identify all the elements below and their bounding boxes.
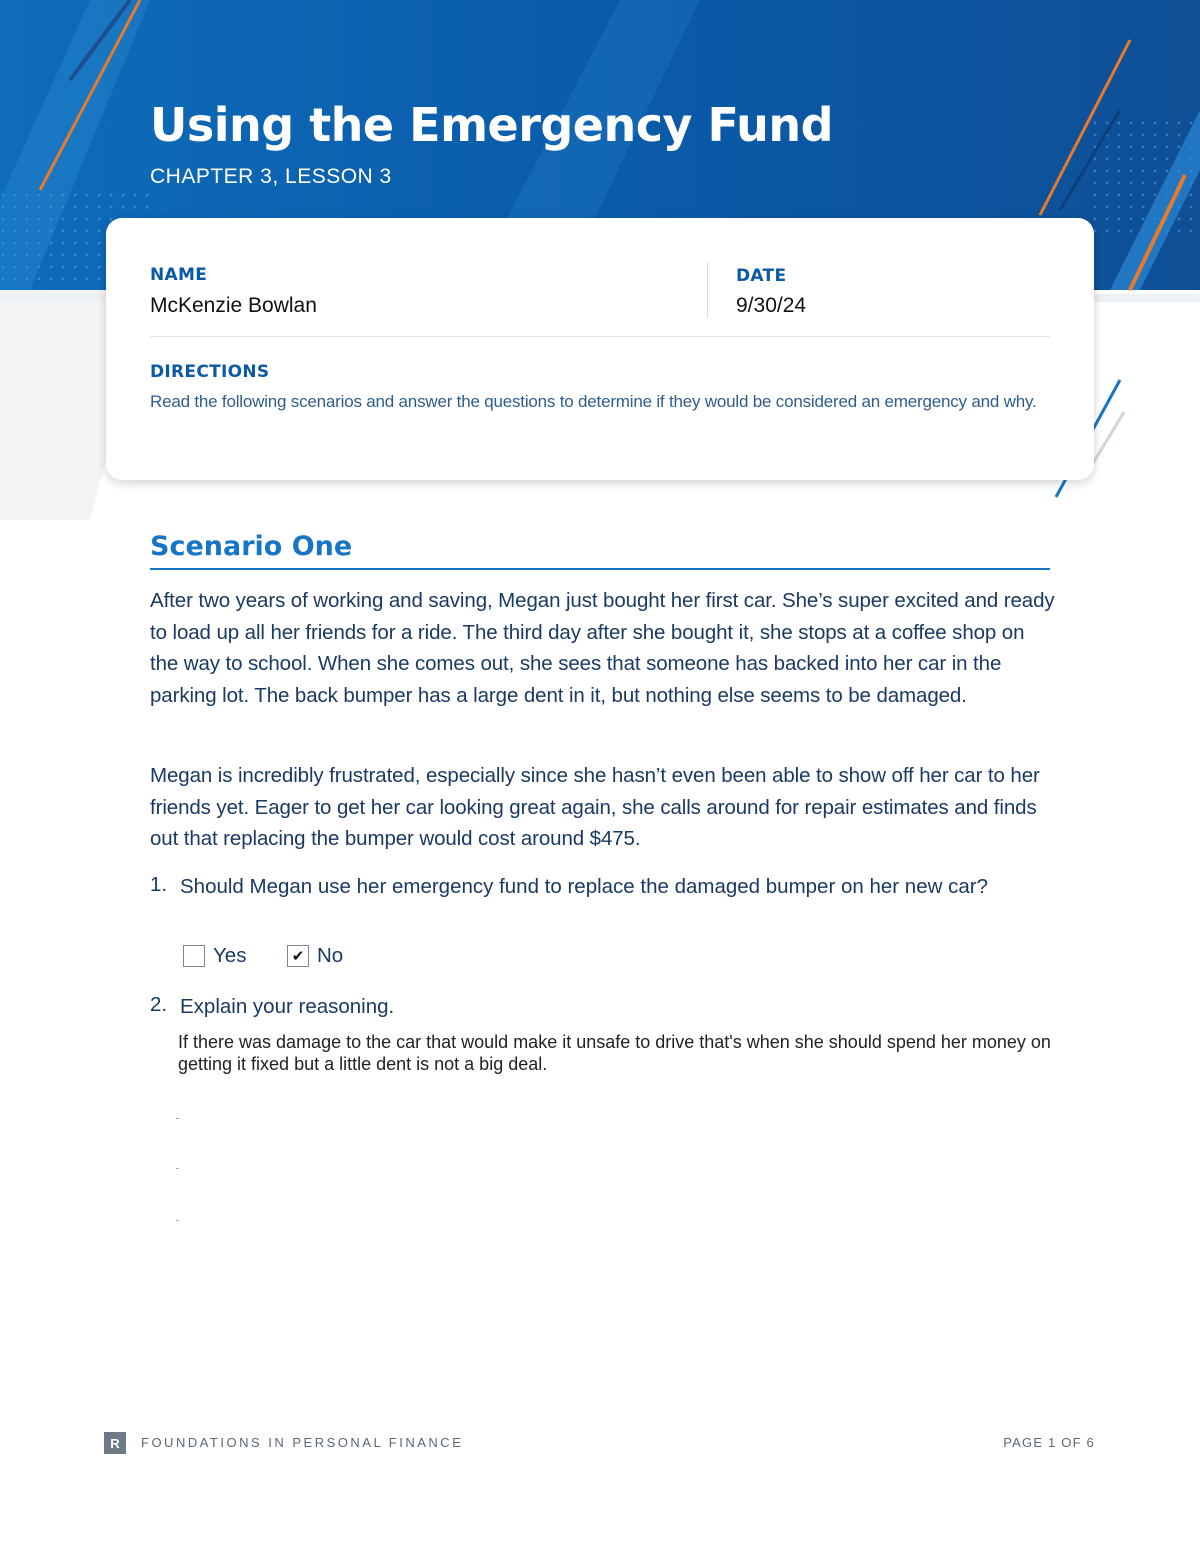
yes-label: Yes [213,944,247,967]
scenario-paragraph-1: After two years of working and saving, Megan just bought her first car. She’s super excited and ready to load up all her friends for a ride. The third day after she bought it, she stops at a coffee shop on the way to school. When she comes out, she sees that someone has backed into her car in the parking lot. The back bumper has a large dent in it, but nothing else seems to be damaged. [150,589,1055,707]
question-1-number: 1. [150,873,168,896]
option-no[interactable] [287,944,343,968]
no-label: No [317,944,344,967]
question-2-number: 2. [150,993,168,1016]
brand-logo-icon: R [104,1432,126,1454]
footer-page-number: PAGE 1 OF 6 [1003,1435,1095,1450]
date-field[interactable]: 9/30/24 [736,294,807,317]
field-divider [707,262,708,318]
footer-course-name: FOUNDATIONS IN PERSONAL FINANCE [141,1435,464,1450]
chapter-lesson-subtitle: CHAPTER 3, LESSON 3 [150,165,392,188]
card-divider [150,336,1050,337]
answer-line-mark [176,1220,179,1221]
scenario-title: Scenario One [150,531,353,562]
directions-label: DIRECTIONS [150,362,270,382]
page-title: Using the Emergency Fund [150,98,834,152]
scenario-paragraph-2: Megan is incredibly frustrated, especially since she hasn’t even been able to show off her car to her friends yet. Eager to get her car looking great again, she calls around for repair estimates and finds out that replacing the bumper would cost around $475. [150,764,1040,850]
option-yes[interactable] [183,944,246,968]
question-2-text: Explain your reasoning. [180,995,395,1018]
answer-line-mark [176,1118,179,1119]
date-label: DATE [736,266,787,286]
name-label: NAME [150,265,208,285]
answer-line-mark [176,1168,179,1169]
student-info-card [106,218,1094,480]
reasoning-answer[interactable]: If there was damage to the car that would make it unsafe to drive that's when she should spend her money on getting it fixed but a little dent is not a big deal. [178,1032,1051,1074]
scenario-rule [150,568,1050,570]
no-checkbox[interactable]: ✔ [287,945,309,967]
question-1-text: Should Megan use her emergency fund to replace the damaged bumper on her new car? [180,875,988,898]
yes-checkbox[interactable] [183,945,205,967]
directions-text: Read the following scenarios and answer the questions to determine if they would be considered an emergency and why. [150,392,1037,411]
name-field[interactable]: McKenzie Bowlan [150,294,317,317]
